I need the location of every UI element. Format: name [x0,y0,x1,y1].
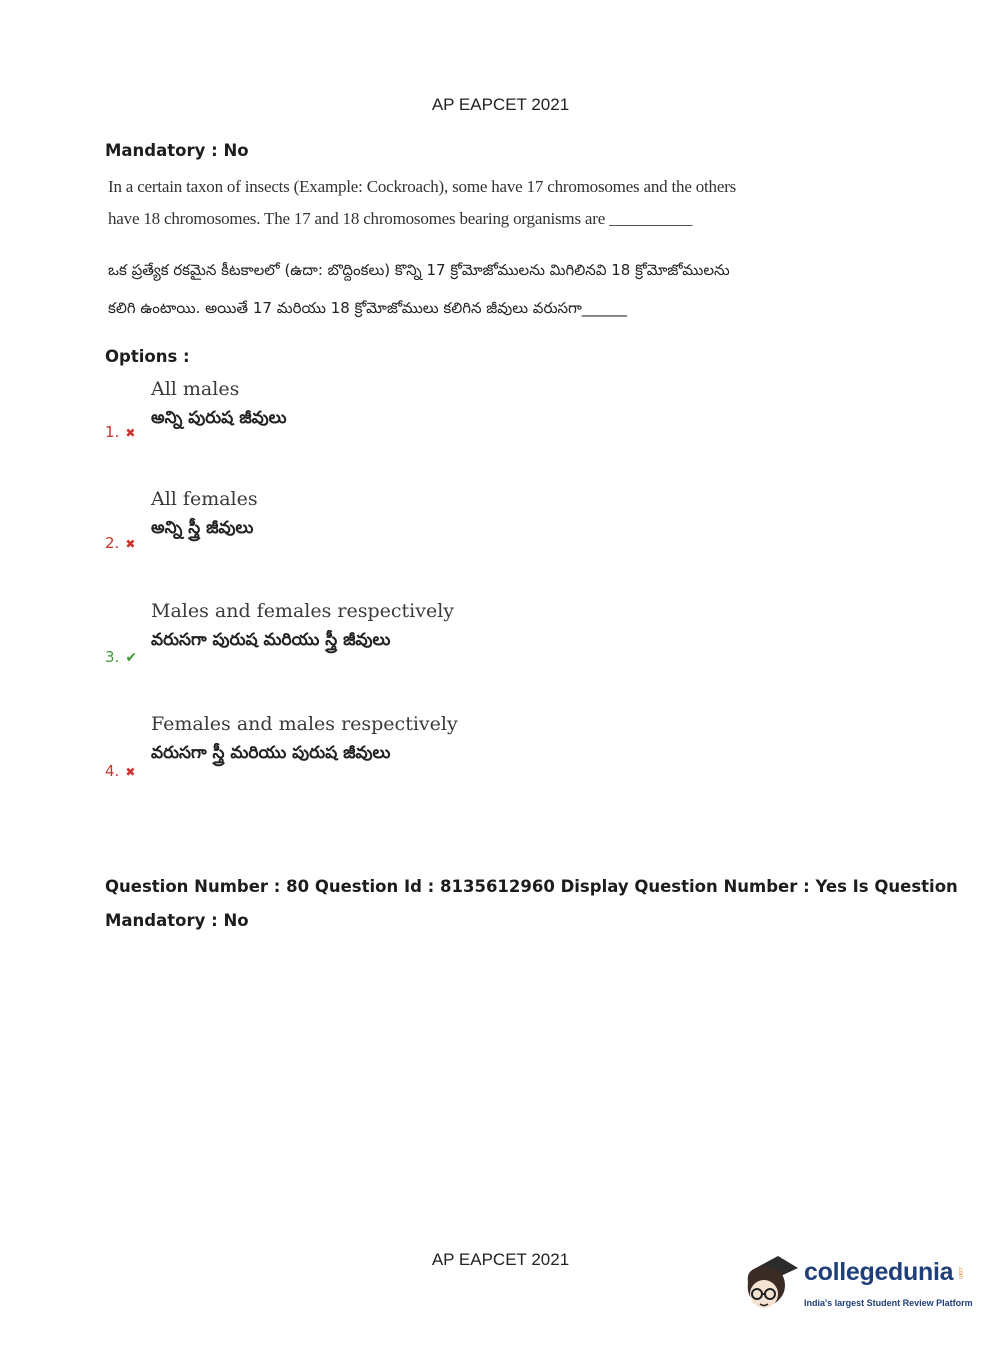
page-header: AP EAPCET 2021 [431,95,570,114]
option-1-number-text: 1. [105,423,120,441]
option-1-telugu: అన్ని పురుష జీవులు [151,408,287,428]
question-telugu-line-2: కలిగి ఉంటాయి. అయితే 17 మరియు 18 క్రోమోజోములు కలిగిన జీవులు వరుసగా______ [108,299,627,317]
next-question-info: Question Number : 80 Question Id : 8135612960 Display Question Number : Yes Is Question [105,877,958,896]
question-english-line-1: In a certain taxon of insects (Example: Cockroach), some have 17 chromosomes and the others [108,177,737,196]
collegedunia-logo [742,1252,974,1320]
logo-domain: .com [957,1266,963,1280]
mascot-icon [742,1252,802,1318]
option-2-english: All females [151,488,258,510]
mandatory-label: Mandatory : No [105,141,249,160]
logo-tagline: India's largest Student Review Platform [804,1298,973,1308]
options-label: Options : [105,347,190,366]
option-3-number-text: 3. [105,648,120,666]
question-telugu-line-1: ఒక ప్రత్యేక రకమైన కీటకాలలో (ఉదా: బొద్దింకలు) కొన్ని 17 క్రోమోజోములను మిగిలినవి 18 క్రోమోజోములను [108,261,730,279]
option-4-english: Females and males respectively [151,713,458,735]
option-1-number [105,423,135,441]
mandatory-label-2: Mandatory : No [105,911,249,930]
option-2-number-text: 2. [105,534,120,552]
option-2-number [105,534,135,552]
option-3-telugu: వరుసగా పురుష మరియు స్త్రీ జీవులు [151,630,391,650]
option-2-telugu: అన్ని స్త్రీ జీవులు [151,518,254,538]
page-footer: AP EAPCET 2021 [431,1250,570,1269]
option-4-number-text: 4. [105,762,120,780]
logo-wordmark: collegedunia [804,1258,954,1286]
cross-icon: ✖ [125,426,136,440]
option-3-english: Males and females respectively [151,600,455,622]
checkmark-icon: ✔ [125,650,138,666]
cross-icon: ✖ [125,537,136,551]
option-1-english: All males [151,378,240,400]
option-4-telugu: వరుసగా స్త్రీ మరియు పురుష జీవులు [151,743,391,763]
question-english-line-2: have 18 chromosomes. The 17 and 18 chromosomes bearing organisms are __________ [108,209,693,228]
cross-icon: ✖ [125,765,136,779]
option-3-number [105,648,137,666]
option-4-number [105,762,135,780]
